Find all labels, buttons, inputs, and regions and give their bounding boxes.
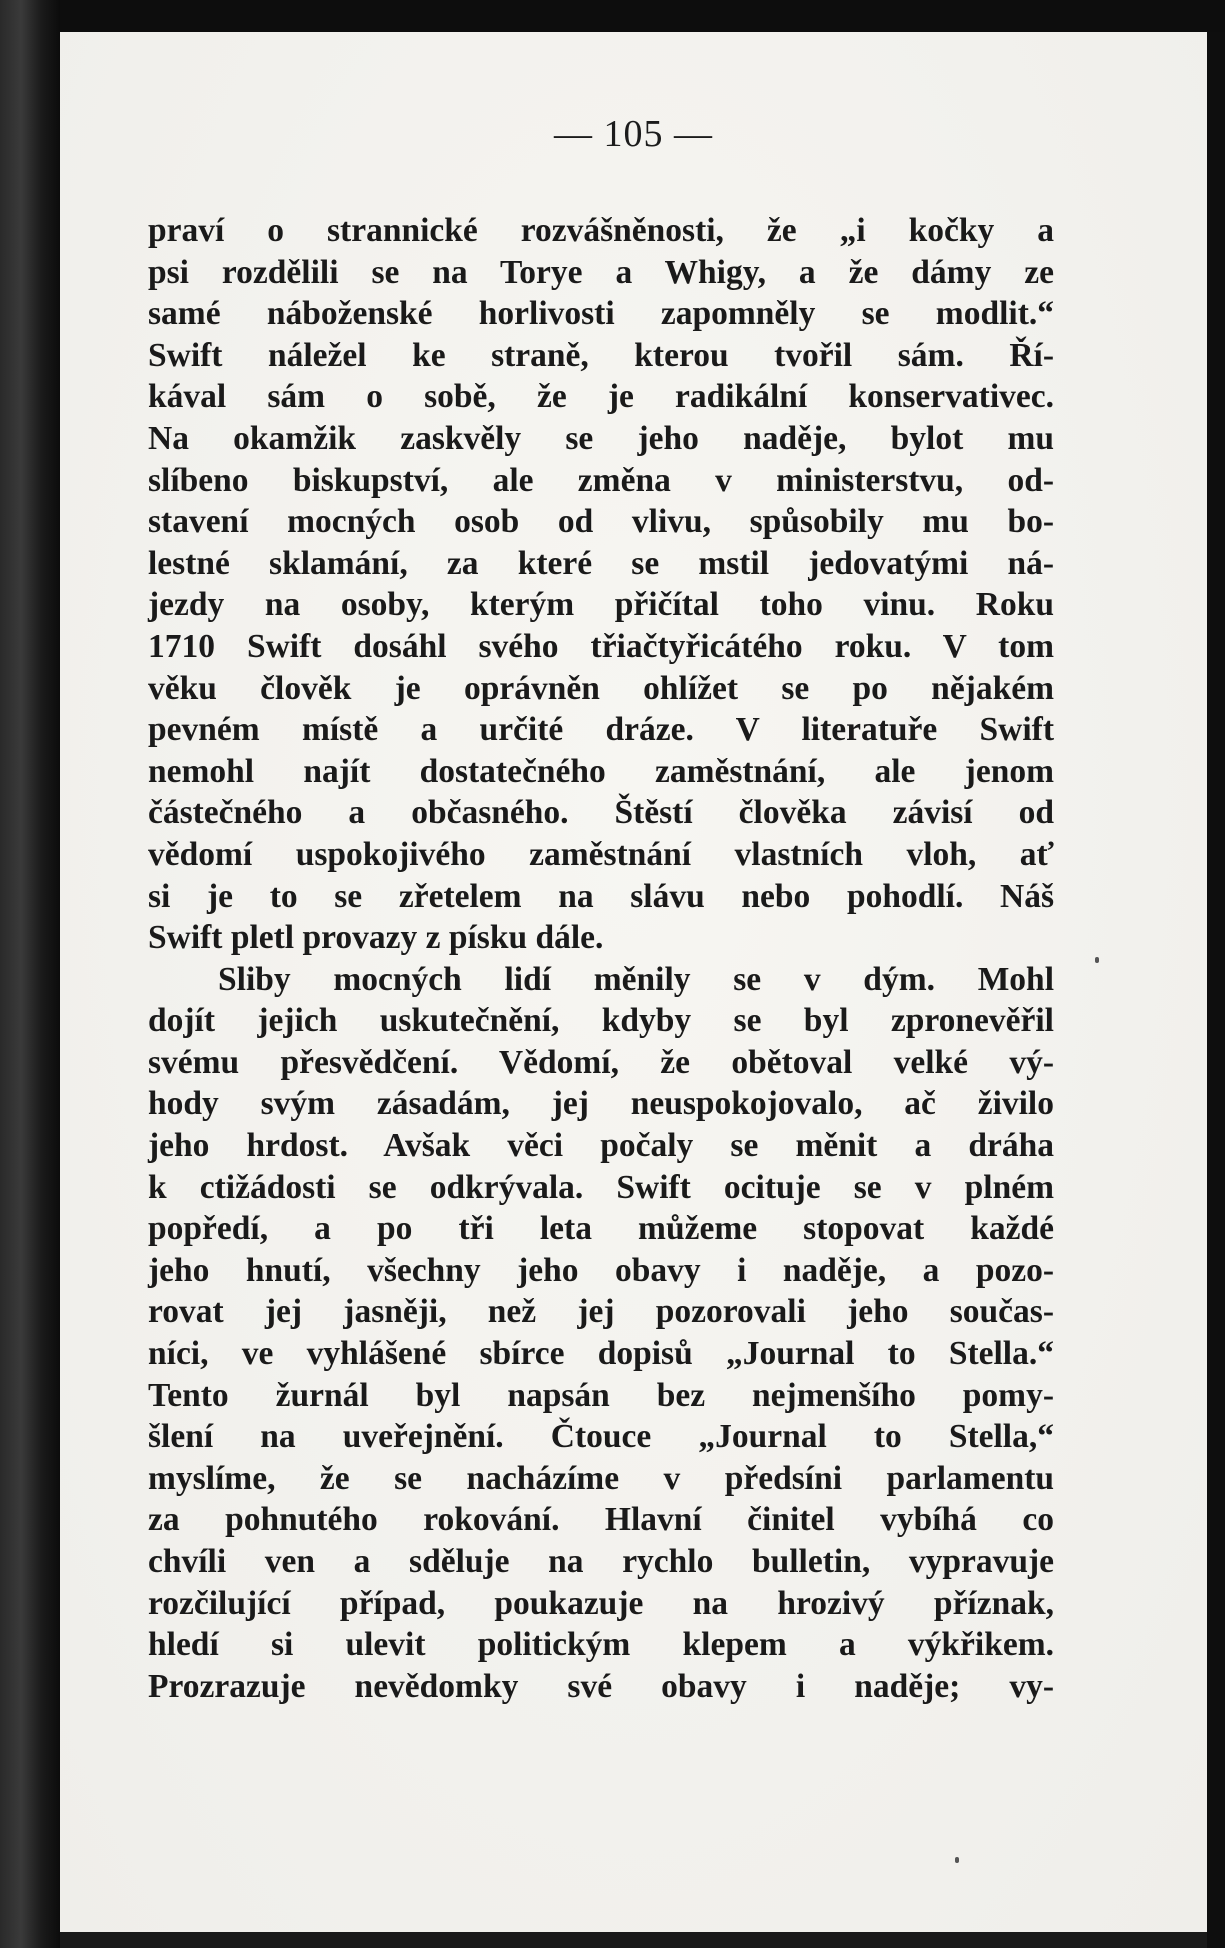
text-line: popředí, a po tři leta můžeme stopovat každé xyxy=(148,1210,1054,1248)
text-line: myslíme, že se nacházíme v předsíni parlamentu xyxy=(148,1459,1054,1497)
text-line: k ctižádosti se odkrývala. Swift ocituje se v plném xyxy=(148,1168,1054,1206)
text-line: vědomí uspokojivého zaměstnání vlastních vloh, ať xyxy=(148,835,1054,873)
text-line: hledí si ulevit politickým klepem a výkřikem. xyxy=(148,1626,1054,1664)
text-line: Tento žurnál byl napsán bez nejmenšího pomy- xyxy=(148,1376,1054,1414)
text-line: šlení na uveřejnění. Čtouce „Journal to Stella,“ xyxy=(148,1418,1054,1456)
text-line: Swift náležel ke straně, kterou tvořil sám. Ří- xyxy=(148,336,1054,374)
text-line: dojít jejich uskutečnění, kdyby se byl zpronevěřil xyxy=(148,1002,1054,1040)
book-page xyxy=(60,32,1207,1932)
text-line: hody svým zásadám, jej neuspokojovalo, ač živilo xyxy=(148,1085,1054,1123)
text-line: rovat jej jasněji, než jej pozorovali jeho součas- xyxy=(148,1293,1054,1331)
text-line: samé náboženské horlivosti zapomněly se modlit.“ xyxy=(148,295,1054,333)
text-line: chvíli ven a sděluje na rychlo bulletin, vypravuje xyxy=(148,1543,1054,1580)
body-text xyxy=(148,210,1054,1707)
text-line: praví o strannické rozvášněnosti, že „i kočky a xyxy=(148,212,1054,249)
text-line: za pohnutého rokování. Hlavní činitel vybíhá co xyxy=(148,1501,1054,1539)
scan-top-border xyxy=(0,0,1225,32)
text-line-paragraph-start: Sliby mocných lidí měnily se v dým. Mohl xyxy=(218,960,1054,998)
text-line: 1710 Swift dosáhl svého třiačtyřicátého roku. V tom xyxy=(148,627,1054,665)
text-line: Prozrazuje nevědomky své obavy i naděje; vy- xyxy=(148,1667,1054,1705)
scan-bottom-border xyxy=(60,1932,1207,1948)
text-line: pevném místě a určité dráze. V literatuře Swift xyxy=(148,711,1054,749)
text-line: slíbeno biskupství, ale změna v ministerstvu, od- xyxy=(148,461,1054,499)
book-spine-edge xyxy=(0,0,60,1948)
text-line: rozčilující případ, poukazuje na hrozivý příznak, xyxy=(148,1584,1054,1622)
text-line: jezdy na osoby, kterým přičítal toho vinu. Roku xyxy=(148,586,1054,624)
text-line: nemohl najít dostatečného zaměstnání, ale jenom xyxy=(148,752,1054,790)
scan-right-border xyxy=(1207,32,1225,1948)
text-line: Na okamžik zaskvěly se jeho naděje, bylot mu xyxy=(148,419,1054,457)
text-line: níci, ve vyhlášené sbírce dopisů „Journal to Stella.“ xyxy=(148,1335,1054,1373)
page-number: — 105 — xyxy=(554,113,713,155)
text-line: stavení mocných osob od vlivu, spůsobily mu bo- xyxy=(148,503,1054,541)
text-line: kával sám o sobě, že je radikální konservativec. xyxy=(148,378,1054,416)
text-line: svému přesvědčení. Vědomí, že obětoval velké vý- xyxy=(148,1043,1054,1081)
paper-speck xyxy=(955,1857,959,1863)
text-line: Swift pletl provazy z písku dále. xyxy=(148,919,604,957)
text-line: částečného a občasného. Štěstí člověka závisí od xyxy=(148,794,1054,832)
text-line: věku člověk je oprávněn ohlížet se po nějakém xyxy=(148,669,1054,707)
text-line: jeho hnutí, všechny jeho obavy i naděje, a pozo- xyxy=(148,1251,1054,1289)
text-line: si je to se zřetelem na slávu nebo pohodlí. Náš xyxy=(148,877,1054,915)
paper-speck xyxy=(1095,957,1099,963)
text-line: jeho hrdost. Avšak věci počaly se měnit a dráha xyxy=(148,1127,1054,1165)
text-line: lestné sklamání, za které se mstil jedovatými ná- xyxy=(148,544,1054,582)
text-line: psi rozdělili se na Torye a Whigy, a že dámy ze xyxy=(148,253,1054,291)
